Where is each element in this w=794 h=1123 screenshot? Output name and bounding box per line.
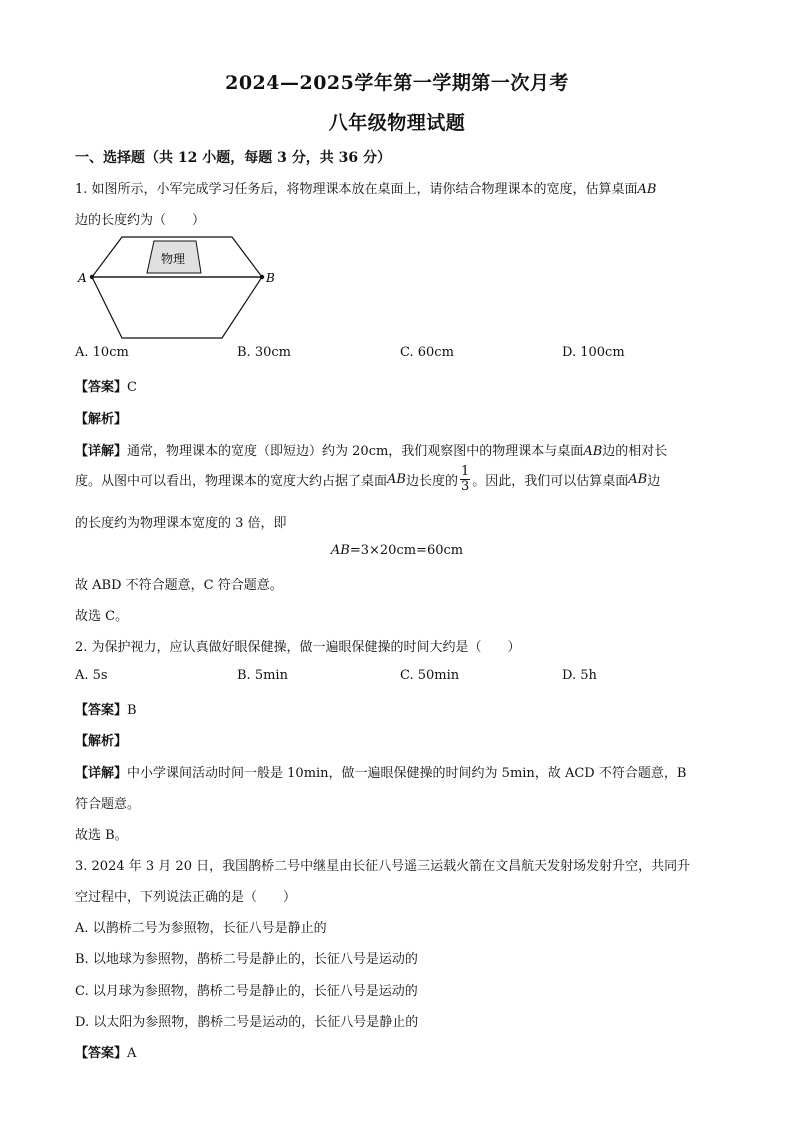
- q2-option-a[interactable]: A. 5s: [75, 668, 108, 683]
- q1-detail-line2: [75, 465, 660, 494]
- q1-detail-ab-2: AB: [387, 472, 406, 487]
- q1-detail-ab-3: AB: [628, 472, 648, 487]
- q1-detail-ab-1: AB: [583, 444, 603, 459]
- q1-detail-text-2b: 边长度的: [405, 474, 458, 489]
- q1-option-b[interactable]: B. 30cm: [237, 345, 291, 360]
- q1-equation-ab: AB: [330, 543, 350, 558]
- exam-subtitle: 八年级物理试题: [328, 112, 466, 134]
- q1-detail-text-2d: 边: [647, 474, 661, 489]
- q2-stem: 2. 为保护视力，应认真做好眼保健操，做一遍眼保健操的时间大约是（ ）: [75, 640, 521, 655]
- q3-option-a[interactable]: A. 以鹊桥二号为参照物，长征八号是静止的: [75, 921, 327, 936]
- q1-desk-figure: [72, 234, 282, 346]
- exam-title: 2024—2025学年第一学期第一次月考: [225, 72, 569, 94]
- q1-answer-line: [75, 376, 137, 395]
- point-b-dot: [260, 275, 264, 279]
- q3-option-b[interactable]: B. 以地球为参照物，鹊桥二号是静止的，长征八号是运动的: [75, 952, 418, 967]
- detail-label: 【详解】: [75, 766, 128, 781]
- q2-option-b[interactable]: B. 5min: [237, 668, 288, 683]
- q2-option-c[interactable]: C. 50min: [400, 668, 460, 683]
- q2-detail-text: 中小学课间活动时间一般是 10min，做一遍眼保健操的时间约为 5min，故 ACD 不符合题意，B: [127, 766, 687, 781]
- q3-option-c[interactable]: C. 以月球为参照物，鹊桥二号是静止的，长征八号是运动的: [75, 984, 418, 999]
- q1-equation: [0, 543, 794, 558]
- section-heading: 一、选择题（共 12 小题，每题 3 分，共 36 分）: [75, 150, 391, 166]
- q2-detail-line1: [75, 762, 686, 781]
- q2-answer-value: B: [127, 703, 137, 718]
- q3-answer-value: A: [127, 1046, 137, 1061]
- q1-answer-value: C: [127, 380, 137, 395]
- fraction-numerator: 1: [460, 464, 470, 479]
- q3-stem-line2: 空过程中，下列说法正确的是（ ）: [75, 890, 297, 905]
- q1-stem-line2: 边的长度约为（ ）: [75, 213, 206, 228]
- answer-label: 【答案】: [75, 1046, 128, 1061]
- q1-choose: 故选 C。: [75, 609, 129, 624]
- q1-conclusion: 故 ABD 不符合题意，C 符合题意。: [75, 578, 283, 593]
- q1-detail-line1: [75, 440, 667, 459]
- q1-stem-line1: [75, 178, 657, 197]
- point-b-label: B: [266, 271, 275, 285]
- q1-option-d[interactable]: D. 100cm: [562, 345, 625, 360]
- q1-detail-text-1b: 边的相对长: [602, 444, 668, 459]
- fraction-denominator: 3: [460, 479, 470, 494]
- q3-answer-line: [75, 1042, 136, 1061]
- q3-stem-line1: 3. 2024 年 3 月 20 日，我国鹊桥二号中继星由长征八号遥三运载火箭在文昌航天发射场发射升空，共同升: [75, 859, 691, 874]
- q1-detail-text-2c: 。因此，我们可以估算桌面: [472, 474, 629, 489]
- q1-stem-ab: AB: [637, 182, 657, 197]
- answer-label: 【答案】: [75, 703, 128, 718]
- q1-detail-line3: 的长度约为物理课本宽度的 3 倍，即: [75, 516, 287, 531]
- q2-analysis-label: 【解析】: [75, 734, 128, 749]
- q1-detail-text-1a: 通常，物理课本的宽度（即短边）约为 20cm，我们观察图中的物理课本与桌面: [127, 444, 584, 459]
- q1-option-c[interactable]: C. 60cm: [400, 345, 454, 360]
- q1-equation-rest: =3×20cm=60cm: [349, 543, 464, 558]
- desk-front: [92, 277, 262, 338]
- point-a-label: A: [78, 271, 87, 285]
- point-a-dot: [90, 275, 94, 279]
- detail-label: 【详解】: [75, 444, 128, 459]
- q3-option-d[interactable]: D. 以太阳为参照物，鹊桥二号是运动的，长征八号是静止的: [75, 1015, 419, 1030]
- fraction-one-third: [460, 465, 470, 494]
- book-label: 物理: [160, 252, 186, 266]
- q2-answer-line: [75, 699, 137, 718]
- q2-choose: 故选 B。: [75, 828, 128, 843]
- q2-option-d[interactable]: D. 5h: [562, 668, 597, 683]
- q1-stem-text: 1. 如图所示，小军完成学习任务后，将物理课本放在桌面上，请你结合物理课本的宽度，估算桌面: [75, 182, 638, 197]
- q1-option-a[interactable]: A. 10cm: [75, 345, 129, 360]
- q1-detail-text-2a: 度。从图中可以看出，物理课本的宽度大约占据了桌面: [75, 474, 388, 489]
- answer-label: 【答案】: [75, 380, 128, 395]
- q1-analysis-label: 【解析】: [75, 412, 128, 427]
- q2-detail-line2: 符合题意。: [75, 797, 141, 812]
